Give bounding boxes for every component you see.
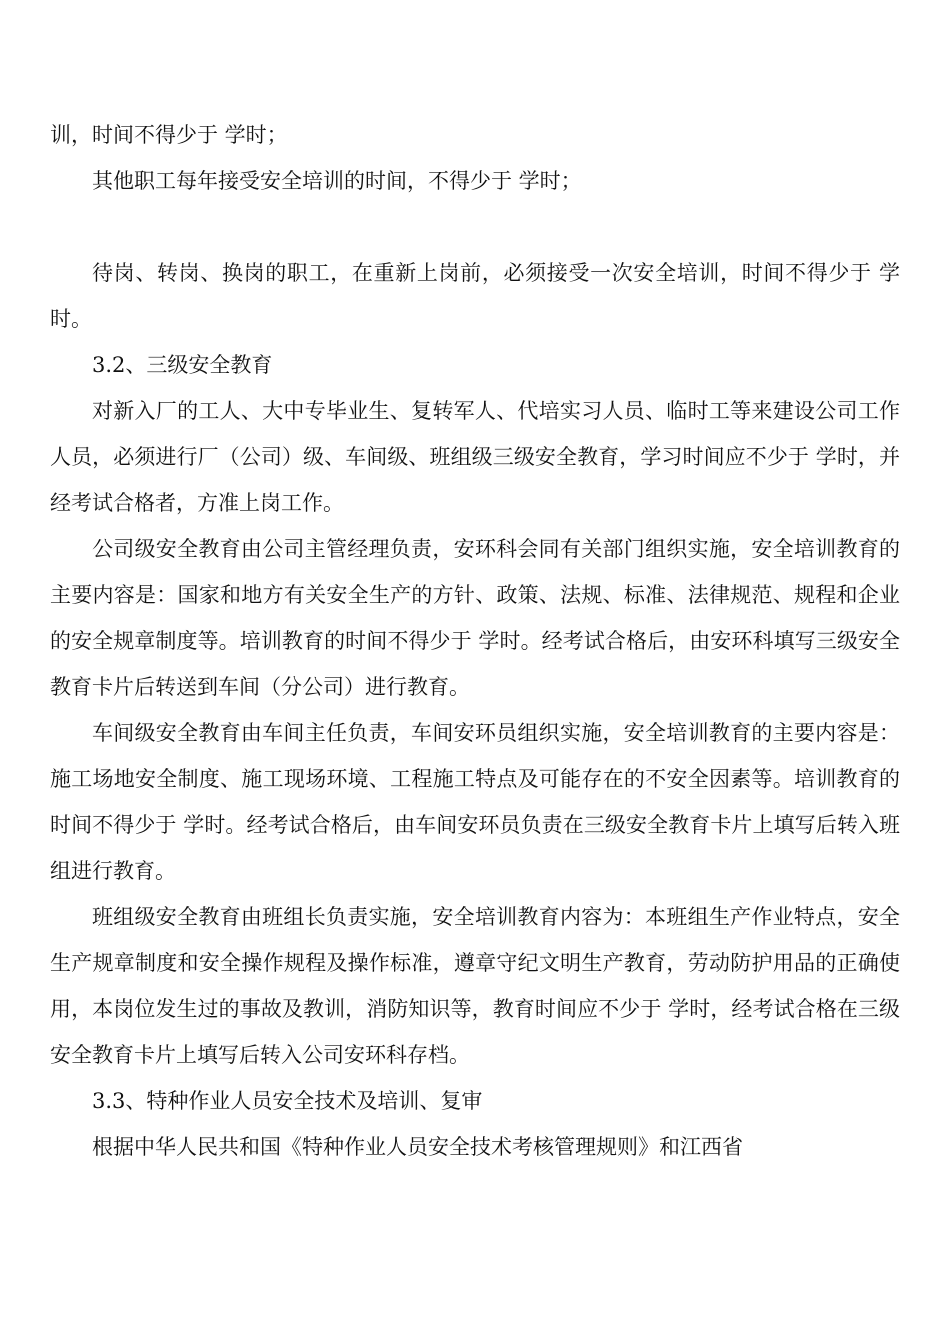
section-heading-3-2: 3.2、三级安全教育 xyxy=(92,353,273,377)
paragraph-company-level-education: 公司级安全教育由公司主管经理负责，安环科会同有关部门组织实施，安全培训教育的主要内容是：国家和地方有关安全生产的方针、政策、法规、标准、法律规范、规程和企业的安全规章制度等。培训教育的时间不得少于 学时。经考试合格后，由安环科填写三级安全教育卡片后转送到车间（分公司）进行教育。 xyxy=(50,537,900,699)
paragraph-team-level-education: 班组级安全教育由班组长负责实施，安全培训教育内容为：本班组生产作业特点，安全生产规章制度和安全操作规程及操作标准，遵章守纪文明生产教育，劳动防护用品的正确使用，本岗位发生过的事故及教训，消防知识等，教育时间应不少于 学时，经考试合格在三级安全教育卡片上填写后转入公司安环科存档。 xyxy=(50,905,900,1067)
paragraph-other-staff-training: 其他职工每年接受安全培训的时间，不得少于 学时； xyxy=(92,169,582,193)
paragraph-workshop-level-education: 车间级安全教育由车间主任负责，车间安环员组织实施，安全培训教育的主要内容是：施工场地安全制度、施工现场环境、工程施工特点及可能存在的不安全因素等。培训教育的时间不得少于 学时。经考试合格后，由车间安环员负责在三级安全教育卡片上填写后转入班组进行教育。 xyxy=(50,721,900,883)
paragraph-continuation: 训，时间不得少于 学时； xyxy=(50,123,288,147)
blank-line xyxy=(50,204,900,250)
paragraph-job-change-training: 待岗、转岗、换岗的职工，在重新上岗前，必须接受一次安全培训，时间不得少于 学时。 xyxy=(50,261,900,331)
section-heading-3-3: 3.3、特种作业人员安全技术及培训、复审 xyxy=(92,1089,483,1113)
paragraph-new-hire-education: 对新入厂的工人、大中专毕业生、复转军人、代培实习人员、临时工等来建设公司工作人员，必须进行厂（公司）级、车间级、班组级三级安全教育，学习时间应不少于 学时，并经考试合格者，方准上岗工作。 xyxy=(50,399,900,515)
document-body xyxy=(50,112,900,1170)
paragraph-special-operations: 根据中华人民共和国《特种作业人员安全技术考核管理规则》和江西省 xyxy=(92,1135,743,1159)
